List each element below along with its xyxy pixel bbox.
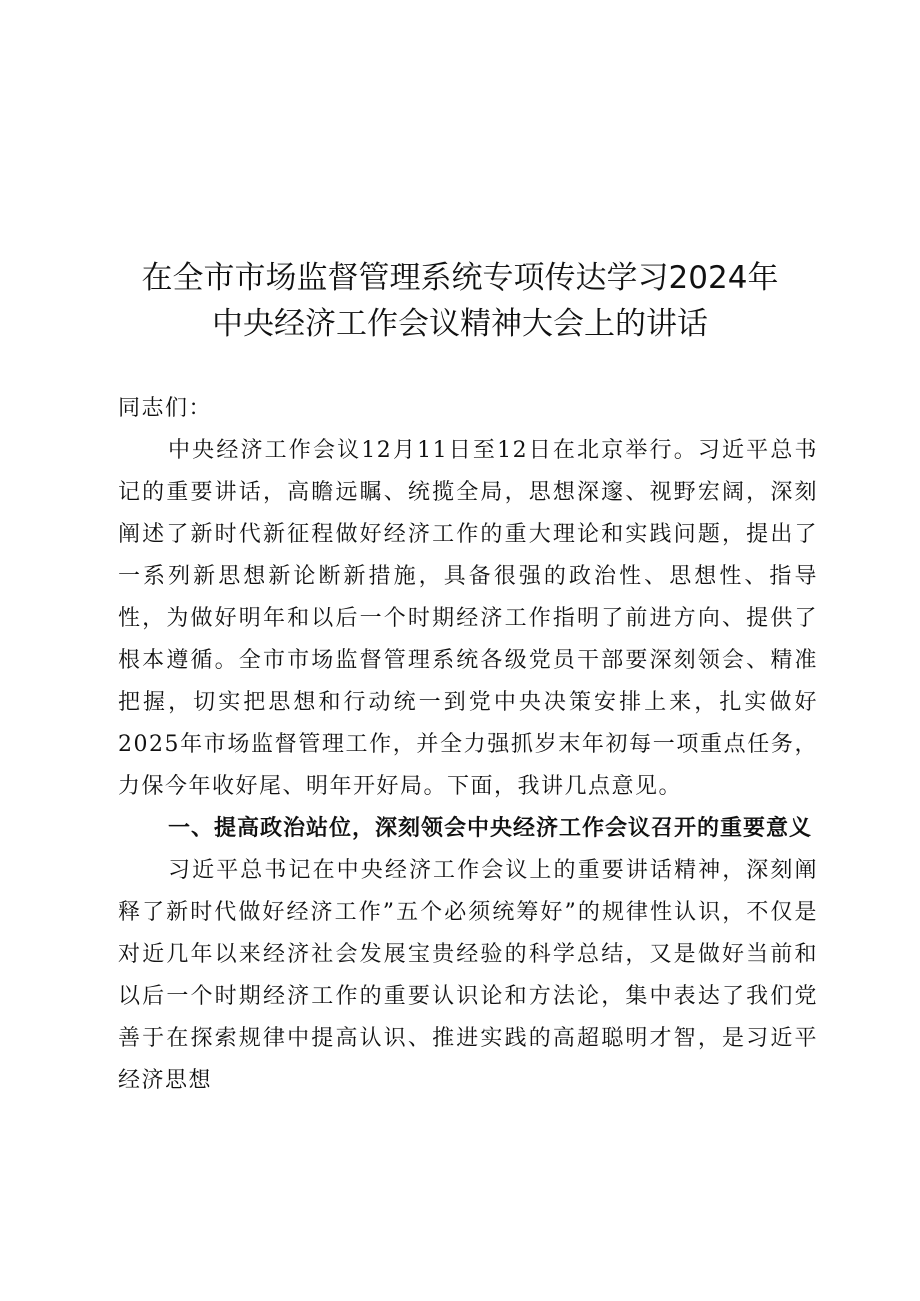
document-body: [118, 388, 818, 1102]
title-line-2: 中央经济工作会议精神大会上的讲话: [212, 306, 708, 342]
title-line-1: 在全市市场监督管理系统专项传达学习2024年: [141, 260, 779, 296]
document-title: [100, 255, 820, 347]
section-heading-1: 一、提高政治站位，深刻领会中央经济工作会议召开的重要意义: [168, 816, 813, 841]
paragraph-intro: 中央经济工作会议12月11日至12日在北京举行。习近平总书记的重要讲话，高瞻远瞩、统揽全局，思想深邃、视野宏阔，深刻阐述了新时代新征程做好经济工作的重大理论和实践问题，提出了一系列新思想新论断新措施，具备很强的政治性、思想性、指导性，为做好明年和以后一个时期经济工作指明了前进方向、提供了根本遵循。全市市场监督管理系统各级党员干部要深刻领会、精准把握，切实把思想和行动统一到党中央决策安排上来，扎实做好2025年市场监督管理工作，并全力强抓岁末年初每一项重点任务，力保今年收好尾、明年开好局。下面，我讲几点意见。: [118, 438, 818, 799]
paragraph-section-1: 习近平总书记在中央经济工作会议上的重要讲话精神，深刻阐释了新时代做好经济工作”五个必须统筹好”的规律性认识，不仅是对近几年以来经济社会发展宝贵经验的科学总结，又是做好当前和以后一个时期经济工作的重要认识论和方法论，集中表达了我们党善于在探索规律中提高认识、推进实践的高超聪明才智，是习近平经济思想: [118, 858, 818, 1093]
salutation: 同志们：: [118, 396, 213, 421]
